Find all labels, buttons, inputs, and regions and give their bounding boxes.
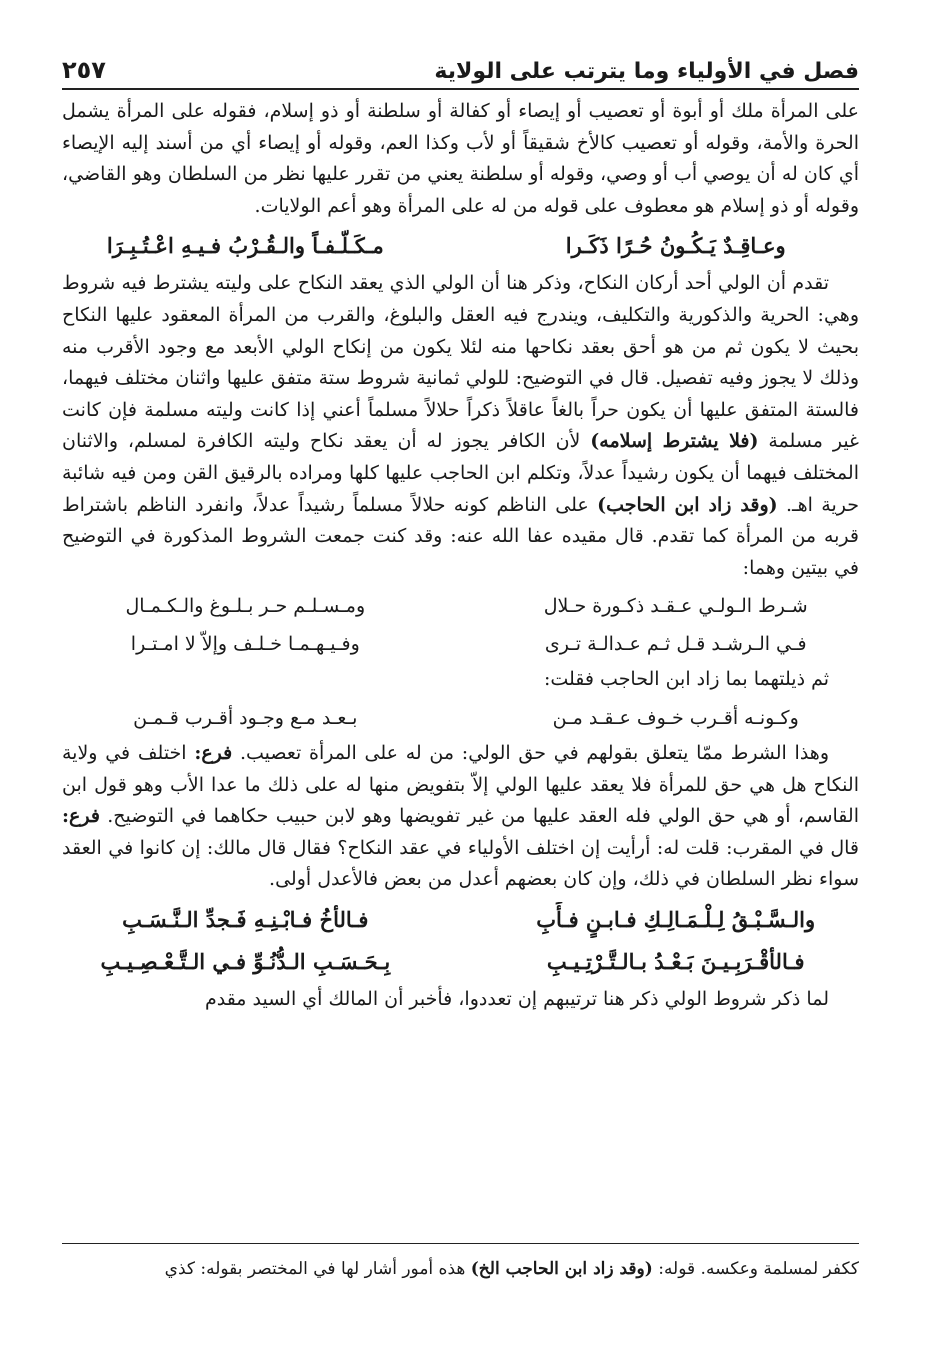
verse-5-first-hemistich: والـسَّـبْـقُ لِـلْـمَـالِـكِ فـابـنٍ فـأَبِ — [536, 906, 816, 932]
paragraph-2 — [62, 268, 859, 584]
paragraph-4-part-e: قال في المقرب: قلت له: أرأيت إن اختلف الأولياء في عقد النكاح؟ فقال قال مالك: إن كانوا في العقد سواء نظر السلطان في ذلك، وإن كان بعضهم أعدل من بعض فالأعدل أولى. — [62, 836, 859, 891]
paragraph-5: لما ذكر شروط الولي ذكر هنا ترتيبهم إن تعددوا، فأخبر أن المالك أي السيد مقدم — [204, 987, 829, 1010]
verse-1-first-hemistich: وعـاقِـدٌ يَـكُـونُ حُـرًا ذَكَـرا — [565, 233, 786, 259]
verse-line-3 — [62, 628, 859, 660]
verse-3-first-hemistich: فـي الـرشـد قـل ثـم عـدالـة تـرى — [544, 633, 807, 656]
verse-3-second-hemistich: وفـيـهـمـا خـلـف وإلاّ لا امـتـرا — [130, 633, 360, 656]
verse-2-second-hemistich: ومـسـلـم حـر بـلـوغ والـكـمـال — [125, 595, 366, 618]
page-header — [62, 44, 859, 84]
verse-6-second-hemistich: بِـحَـسَـبِ الـدُّنُـوِّ فـي الـتَّـعْـصِـيـبِ — [100, 948, 391, 974]
verse-1-second-hemistich: مـكَـلّـفـاً والـقُـرْبُ فـيـهِ اعْـتُـبِـرَا — [106, 233, 384, 259]
page-body — [62, 96, 859, 1015]
footnote-part-c: هذه أمور أشار لها في المختصر بقوله: كذي — [164, 1259, 471, 1279]
verse-4-second-hemistich: بـعـد مـع وجـود أقـرب قـمـن — [133, 706, 358, 729]
paragraph-1: على المرأة ملك أو أبوة أو تعصيب أو إيصاء أو كفالة أو سلطنة أو ذو إسلام، فقوله على المرأة يشمل الحرة والأمة، وقوله أو تعصيب كالأخ شقيقاً أو لأب وكذا العم، وقوله أو إيصاء أي من أسند إليه الإيصاء أي كان له أن يوصي أب أو وصي، وقوله أو سلطنة يعني من تقرر عليها نظر من السلطان وهو القاضي، وقوله أو ذو إسلام هو معطوف على قوله من له على المرأة وهو أعم الولايات. — [62, 100, 859, 217]
paragraph-2-bold-a: (فلا يشترط إسلامه) — [590, 430, 759, 453]
paragraph-3: ثم ذيلتهما بما زاد ابن الحاجب فقلت: — [543, 668, 829, 691]
verse-6-first-hemistich: فـالأقْـرَبِـيـنَ بَـعْـدُ بـالـتَّـرْتِـيـبِ — [546, 948, 805, 974]
paragraph-2-bold-b: (وقد زاد ابن الحاجب) — [597, 493, 778, 516]
footnote-bold: (وقد زاد ابن الحاجب الخ) — [470, 1259, 653, 1279]
running-title: فصل في الأولياء وما يترتب على الولاية — [434, 59, 859, 84]
paragraph-4-bold-b: فرع: — [62, 805, 100, 828]
paragraph-2-part-a: تقدم أن الولي أحد أركان النكاح، وذكر هنا أن الولي الذي يعقد النكاح على وليته يشترط فيه شروط وهي: الحرية والذكورية والتكليف، ويندرج فيه العقل والبلوغ، والقرب من المرأة المعقود عليها النكاح بحيث لا يكون ثم من هو أحق بعقد نكاحها منه لئلا يكون من إنكاح الولي الأبعد مع وجود الأقرب منه وذلك لا يجوز وفيه تفصيل. قال في التوضيح: للولي ثمانية شروط ستة متفق عليها واثنان مختلف فيهما، فالستة المتفق عليها أن يكون حراً بالغاً عاقلاً ذكراً حلالاً مسلماً أعني إذا كانت وليته مسلمة فإن كانت غير مسلمة — [62, 272, 859, 453]
paragraph-4-part-c: اختلف في ولاية النكاح هل هي حق للمرأة فلا يعقد عليها الولي إلاّ بتفويض منها له على ذلك ما عدا الأب وهو قول ابن القاسم، أو هي حق الولي فله العقد عليها من غير تفويضها وهو لابن حبيب حكاهما في التوضيح. — [62, 741, 859, 828]
footnote-part-a: ككفر لمسلمة وعكسه. قوله: — [652, 1259, 859, 1279]
verse-line-5 — [62, 902, 859, 938]
paragraph-4-part-a: وهذا الشرط ممّا يتعلق بقولهم في حق الولي: من له على المرأة تعصيب. — [232, 741, 830, 764]
verse-5-second-hemistich: فـالأخُ فـابْـنِـهِ فَـجدِّ الـنَّـسَـبِ — [122, 906, 369, 932]
paragraph-4 — [62, 738, 859, 896]
footnote-rule — [62, 1243, 859, 1244]
verse-line-1 — [62, 228, 859, 264]
verse-line-4 — [62, 702, 859, 734]
paragraph-2-part-e: على الناظم كونه حلالاً مسلماً رشيداً عدلاً، وانفرد الناظم باشتراط قربه من المرأة كما تقدم. قال مقيده عفا الله عنه: وقد كنت جمعت الشروط المذكورة في التوضيح في بيتين وهما: — [62, 493, 859, 579]
paragraph-2-part-c: لأن الكافر يجوز له أن يعقد نكاح وليته الكافرة لمسلم، والاثنان المختلف فيهما أن يكون رشيداً عدلاً، وتكلم ابن الحاجب عليها كلها ومراده بالرقيق القن ومن فيه شائبة حرية اهـ. — [62, 430, 859, 516]
verse-line-2 — [62, 590, 859, 622]
page-number: ٢٥٧ — [62, 56, 106, 84]
verse-2-first-hemistich: شـرط الـولـي عـقـد ذكـورة حـلال — [543, 595, 808, 618]
verse-4-first-hemistich: وكـونـه أقـرب خـوف عـقـد مـن — [552, 706, 799, 729]
header-rule — [62, 88, 859, 90]
footnote — [62, 1255, 859, 1283]
verse-line-6 — [62, 944, 859, 980]
paragraph-4-bold-a: فرع: — [194, 741, 233, 764]
